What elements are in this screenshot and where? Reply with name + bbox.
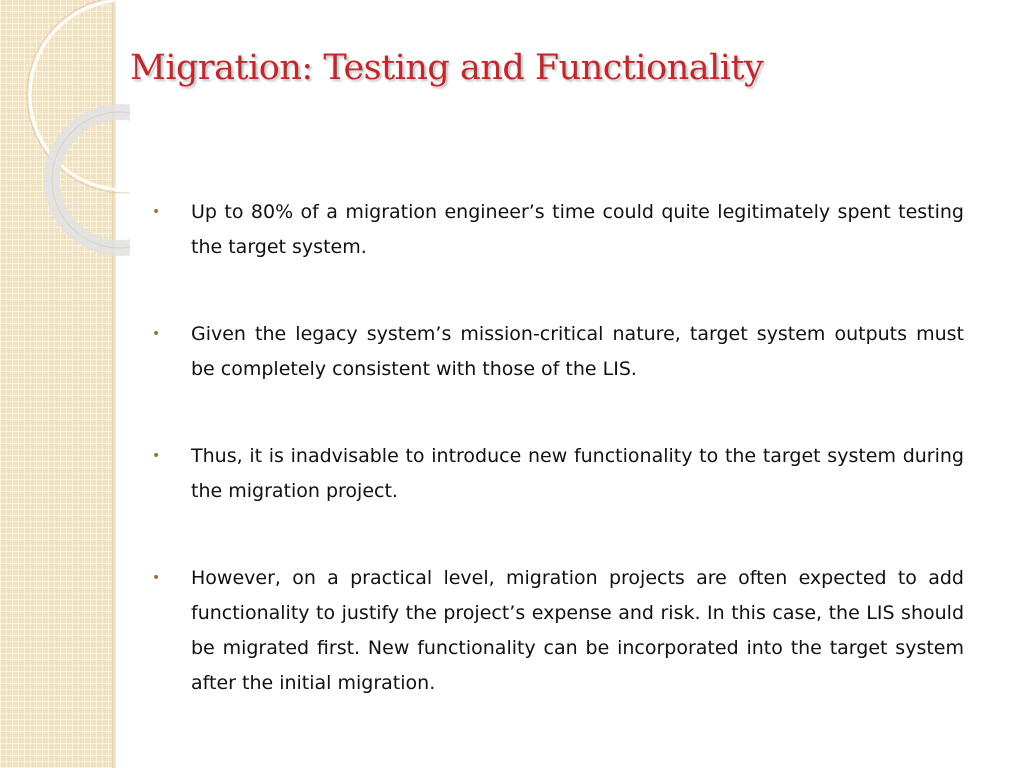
bullet-icon: • bbox=[152, 448, 161, 464]
bullet-icon: • bbox=[152, 570, 161, 586]
list-item bbox=[152, 439, 964, 509]
bullet-icon: • bbox=[152, 204, 161, 220]
bullet-list bbox=[152, 195, 964, 753]
bullet-text: However, on a practical level, migration projects are often expected to add functionality to justify the project’s expense and risk. In this case, the LIS should be migrated first. New functionality can be incorporated into the target system after the initial migration. bbox=[191, 567, 964, 694]
list-item bbox=[152, 195, 964, 265]
list-item bbox=[152, 561, 964, 701]
bullet-text: Up to 80% of a migration engineer’s time could quite legitimately spent testing the target system. bbox=[191, 201, 964, 258]
bullet-text: Thus, it is inadvisable to introduce new functionality to the target system during the migration project. bbox=[191, 445, 964, 502]
list-item bbox=[152, 317, 964, 387]
bullet-text: Given the legacy system’s mission-critical nature, target system outputs must be completely consistent with those of the LIS. bbox=[191, 323, 964, 380]
slide-title: Migration: Testing and Functionality bbox=[130, 48, 764, 88]
decorative-rings bbox=[0, 0, 130, 260]
bullet-icon: • bbox=[152, 326, 161, 342]
